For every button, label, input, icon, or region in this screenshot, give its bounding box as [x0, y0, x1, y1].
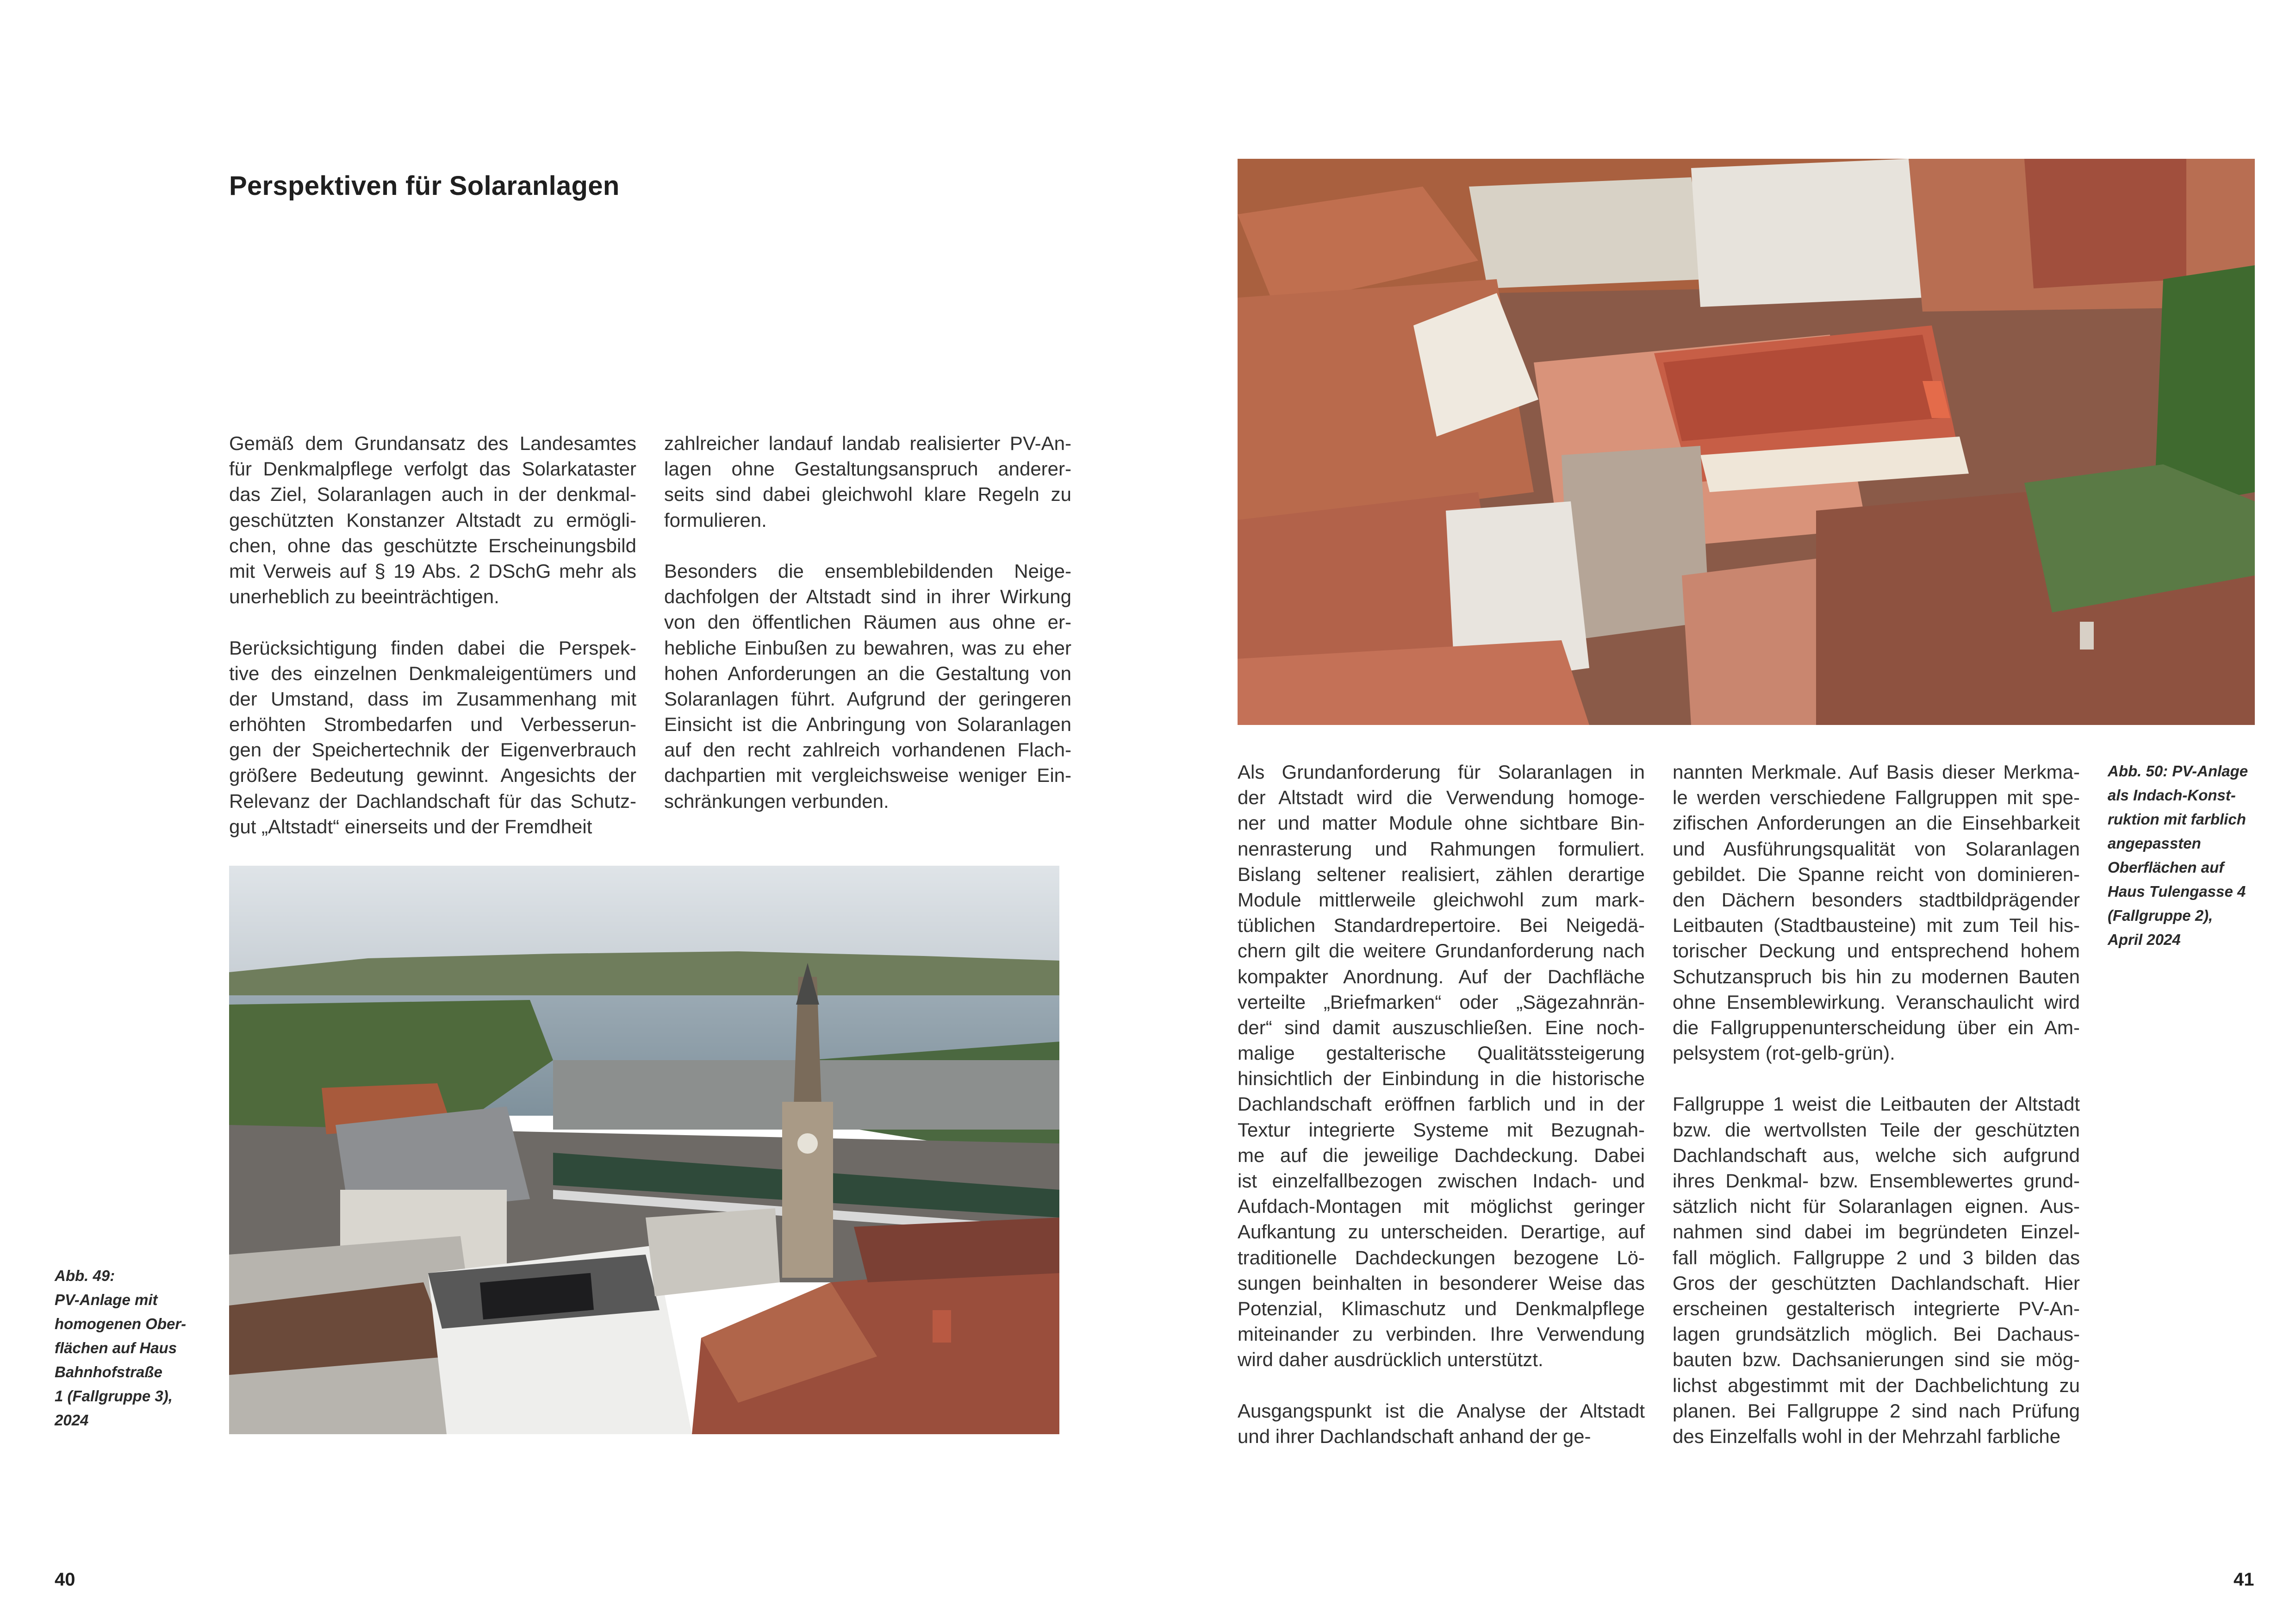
text-line: dachfolgen der Altstadt sind in ihrer Wirkung	[664, 586, 1071, 608]
text-line: auf den recht zahlreich vorhandenen Flach-	[664, 739, 1071, 761]
paragraph	[229, 431, 636, 609]
text-line: größere Bedeutung gewinnt. Angesichts der	[229, 764, 636, 787]
caption-line: April 2024	[2108, 931, 2181, 948]
text-line: Gros der geschützten Dachlandschaft. Hier	[1673, 1272, 2080, 1294]
page-title: Perspektiven für Solaranlagen	[229, 171, 620, 201]
text-line: Textur integrierte Systeme mit Bezugnah-	[1238, 1118, 1645, 1141]
text-line: Potenzial, Klimaschutz und Denkmalpflege	[1238, 1297, 1645, 1319]
figure-caption-50	[2108, 759, 2248, 952]
caption-line: (Fallgruppe 2),	[2108, 907, 2213, 924]
text-line: den Dächern besonders stadtbildprägender	[1673, 888, 2080, 911]
paragraph	[1238, 759, 1645, 1373]
text-line: ner und matter Module ohne sichtbare Bin-	[1238, 812, 1645, 834]
paragraph	[664, 431, 1071, 533]
caption-line: Abb. 49:	[55, 1267, 115, 1284]
text-line: nenrasterung und Rahmungen formuliert.	[1238, 837, 1645, 860]
caption-line: flächen auf Haus	[55, 1339, 177, 1356]
text-line: Fallgruppe 1 weist die Leitbauten der Altstadt	[1673, 1093, 2080, 1115]
text-line: erhöhten Strombedarfen und Verbesserun-	[229, 713, 636, 736]
text-line: sungen beinhalten in besonderer Weise das	[1238, 1272, 1645, 1294]
text-line: und Ausführungsqualität von Solaranlagen	[1673, 837, 2080, 860]
text-line: der Umstand, dass im Zusammenhang mit	[229, 687, 636, 710]
caption-line: Oberflächen auf	[2108, 859, 2224, 876]
text-column-right-1	[1238, 759, 1645, 1449]
text-line: schränkungen verbunden.	[664, 790, 889, 812]
text-line: kompakter Anordnung. Auf der Dachfläche	[1238, 965, 1645, 987]
text-line: lagen grundsätzlich möglich. Bei Dachaus-	[1673, 1323, 2080, 1345]
text-line: Gemäß dem Grundansatz des Landesamtes	[229, 432, 636, 454]
text-line: gen der Speichertechnik der Eigenverbrauch	[229, 739, 636, 761]
text-line: verteilte „Briefmarken“ oder „Sägezahnrän-	[1238, 991, 1645, 1013]
page-number-right: 41	[2234, 1569, 2254, 1590]
text-column-left-2	[664, 431, 1071, 814]
text-line: wird daher ausdrücklich unterstützt.	[1238, 1349, 1543, 1371]
text-line: des Einzelfalls wohl in der Mehrzahl farbliche	[1673, 1425, 2061, 1447]
text-line: hohen Anforderungen an die Gestaltung von	[664, 662, 1071, 684]
paragraph-gap	[1673, 1066, 2080, 1091]
text-line: chen, ohne das geschützte Erscheinungsbild	[229, 534, 636, 556]
paragraph-gap	[229, 609, 636, 635]
paragraph	[1238, 1398, 1645, 1449]
text-line: ihres Denkmal- bzw. Ensemblewertes grund-	[1673, 1170, 2080, 1192]
text-column-left-1	[229, 431, 636, 839]
text-line: planen. Bei Fallgruppe 2 sind nach Prüfung	[1673, 1399, 2080, 1422]
text-line: erscheinen gestalterisch integrierte PV-An-	[1673, 1297, 2080, 1319]
text-line: Leitbauten (Stadtbausteine) mit zum Teil his-	[1673, 914, 2080, 937]
text-line: hinsichtlich der Einbindung in die historische	[1238, 1068, 1645, 1090]
text-line: Module mittlerweile gleichwohl zum mark-	[1238, 888, 1645, 911]
text-line: Bislang seltener realisiert, zählen derartige	[1238, 863, 1645, 885]
text-line: Dachlandschaft eröffnen farblich und in der	[1238, 1093, 1645, 1115]
text-line: malige gestalterische Qualitätssteigerung	[1238, 1042, 1645, 1064]
text-line: fall möglich. Fallgruppe 2 und 3 bilden das	[1673, 1246, 2080, 1268]
text-line: das Ziel, Solaranlagen auch in der denkmal-	[229, 483, 636, 506]
text-line: tüblichen Standardrepertoire. Bei Neigedä-	[1238, 914, 1645, 937]
text-line: gebildet. Die Spanne reicht von dominieren-	[1673, 863, 2080, 885]
caption-line: homogenen Ober-	[55, 1315, 187, 1332]
text-column-right-2	[1673, 759, 2080, 1449]
page-number-left: 40	[55, 1569, 75, 1590]
text-line: von den öffentlichen Räumen aus ohne er-	[664, 611, 1071, 633]
caption-line: Bahnhofstraße	[55, 1363, 162, 1380]
text-line: die Fallgruppenunterscheidung über ein Am-	[1673, 1016, 2080, 1038]
text-line: für Denkmalpflege verfolgt das Solarkataster	[229, 458, 636, 480]
text-line: chern gilt die weitere Grundanforderung nach	[1238, 940, 1645, 962]
text-line: ist einzelfallbezogen zwischen Indach- und	[1238, 1170, 1645, 1192]
text-line: torischer Deckung und entsprechend hohem	[1673, 940, 2080, 962]
text-line: Einsicht ist die Anbringung von Solaranlagen	[664, 713, 1071, 736]
text-line: gut „Altstadt“ einerseits und der Fremdheit	[229, 815, 592, 837]
text-line: traditionelle Dachdeckungen bezogene Lö-	[1238, 1246, 1645, 1268]
text-line: Berücksichtigung finden dabei die Perspek-	[229, 637, 636, 659]
caption-line: angepassten	[2108, 835, 2201, 852]
text-line: seits sind dabei gleichwohl klare Regeln zu	[664, 483, 1071, 506]
paragraph-gap	[664, 533, 1071, 558]
text-line: der Altstadt wird die Verwendung homoge-	[1238, 787, 1645, 809]
text-line: Besonders die ensemblebildenden Neige-	[664, 560, 1071, 582]
text-line: Schutzanspruch bis hin zu modernen Bauten	[1673, 965, 2080, 987]
text-line: Relevanz der Dachlandschaft für das Schutz-	[229, 790, 636, 812]
text-line: zifischen Anforderungen an die Einsehbarkeit	[1673, 812, 2080, 834]
figure-caption-49	[55, 1264, 186, 1432]
paragraph	[1673, 1091, 2080, 1449]
caption-line: 1 (Fallgruppe 3),	[55, 1387, 173, 1405]
text-line: Solaranlagen führt. Aufgrund der geringeren	[664, 687, 1071, 710]
text-line: formulieren.	[664, 509, 767, 531]
text-line: lichst abgestimmt mit der Dachbelichtung zu	[1673, 1374, 2080, 1396]
text-line: geschützten Konstanzer Altstadt zu ermögli-	[229, 509, 636, 531]
text-line: lagen ohne Gestaltungsanspruch anderer-	[664, 458, 1071, 480]
text-line: und ihrer Dachlandschaft anhand der ge-	[1238, 1425, 1591, 1447]
text-line: der“ sind damit auszuschließen. Eine noch-	[1238, 1016, 1645, 1038]
photo-tulengasse-aerial	[1238, 159, 2255, 725]
text-line: Aufkantung zu unterscheiden. Derartige, auf	[1238, 1221, 1645, 1243]
text-line: ohne Ensemblewirkung. Veranschaulicht wird	[1673, 991, 2080, 1013]
text-line: hebliche Einbußen zu bewahren, was zu eher	[664, 637, 1071, 659]
text-line: mit Verweis auf § 19 Abs. 2 DSchG mehr als	[229, 560, 636, 582]
text-line: nahmen sind dabei im begründeten Einzel-	[1673, 1221, 2080, 1243]
text-line: zahlreicher landauf landab realisierter PV-An-	[664, 432, 1071, 454]
text-line: dachpartien mit vergleichsweise weniger Ein-	[664, 764, 1071, 787]
photo-bahnhofstrasse-aerial	[229, 866, 1059, 1434]
caption-line: Abb. 50: PV-Anlage	[2108, 762, 2248, 780]
text-line: tive des einzelnen Denkmaleigentümers und	[229, 662, 636, 684]
paragraph	[229, 635, 636, 840]
caption-line: als Indach-Konst-	[2108, 787, 2236, 804]
paragraph	[664, 558, 1071, 814]
text-line: Ausgangspunkt ist die Analyse der Altstadt	[1238, 1399, 1645, 1422]
text-line: le werden verschiedene Fallgruppen mit spe-	[1673, 787, 2080, 809]
paragraph	[1673, 759, 2080, 1066]
text-line: miteinander zu verbinden. Ihre Verwendung	[1238, 1323, 1645, 1345]
caption-line: PV-Anlage mit	[55, 1291, 158, 1308]
text-line: me auf die jeweilige Dachdeckung. Dabei	[1238, 1144, 1645, 1166]
text-line: bauten bzw. Dachsanierungen sind sie mög-	[1673, 1349, 2080, 1371]
text-line: sätzlich nicht für Solaranlagen eignen. Aus-	[1673, 1195, 2080, 1218]
text-line: pelsystem (rot-gelb-grün).	[1673, 1042, 1895, 1064]
text-line: bzw. die wertvollsten Teile der geschützten	[1673, 1118, 2080, 1141]
text-line: Dachlandschaft aus, welche sich aufgrund	[1673, 1144, 2080, 1166]
text-line: Aufdach-Montagen mit möglichst geringer	[1238, 1195, 1645, 1218]
text-line: unerheblich zu beeinträchtigen.	[229, 586, 499, 608]
text-line: Als Grundanforderung für Solaranlagen in	[1238, 761, 1645, 783]
paragraph-gap	[1238, 1373, 1645, 1398]
caption-line: Haus Tulengasse 4	[2108, 883, 2246, 900]
caption-line: ruktion mit farblich	[2108, 811, 2246, 828]
text-line: nannten Merkmale. Auf Basis dieser Merkma-	[1673, 761, 2080, 783]
caption-line: 2024	[55, 1412, 89, 1429]
